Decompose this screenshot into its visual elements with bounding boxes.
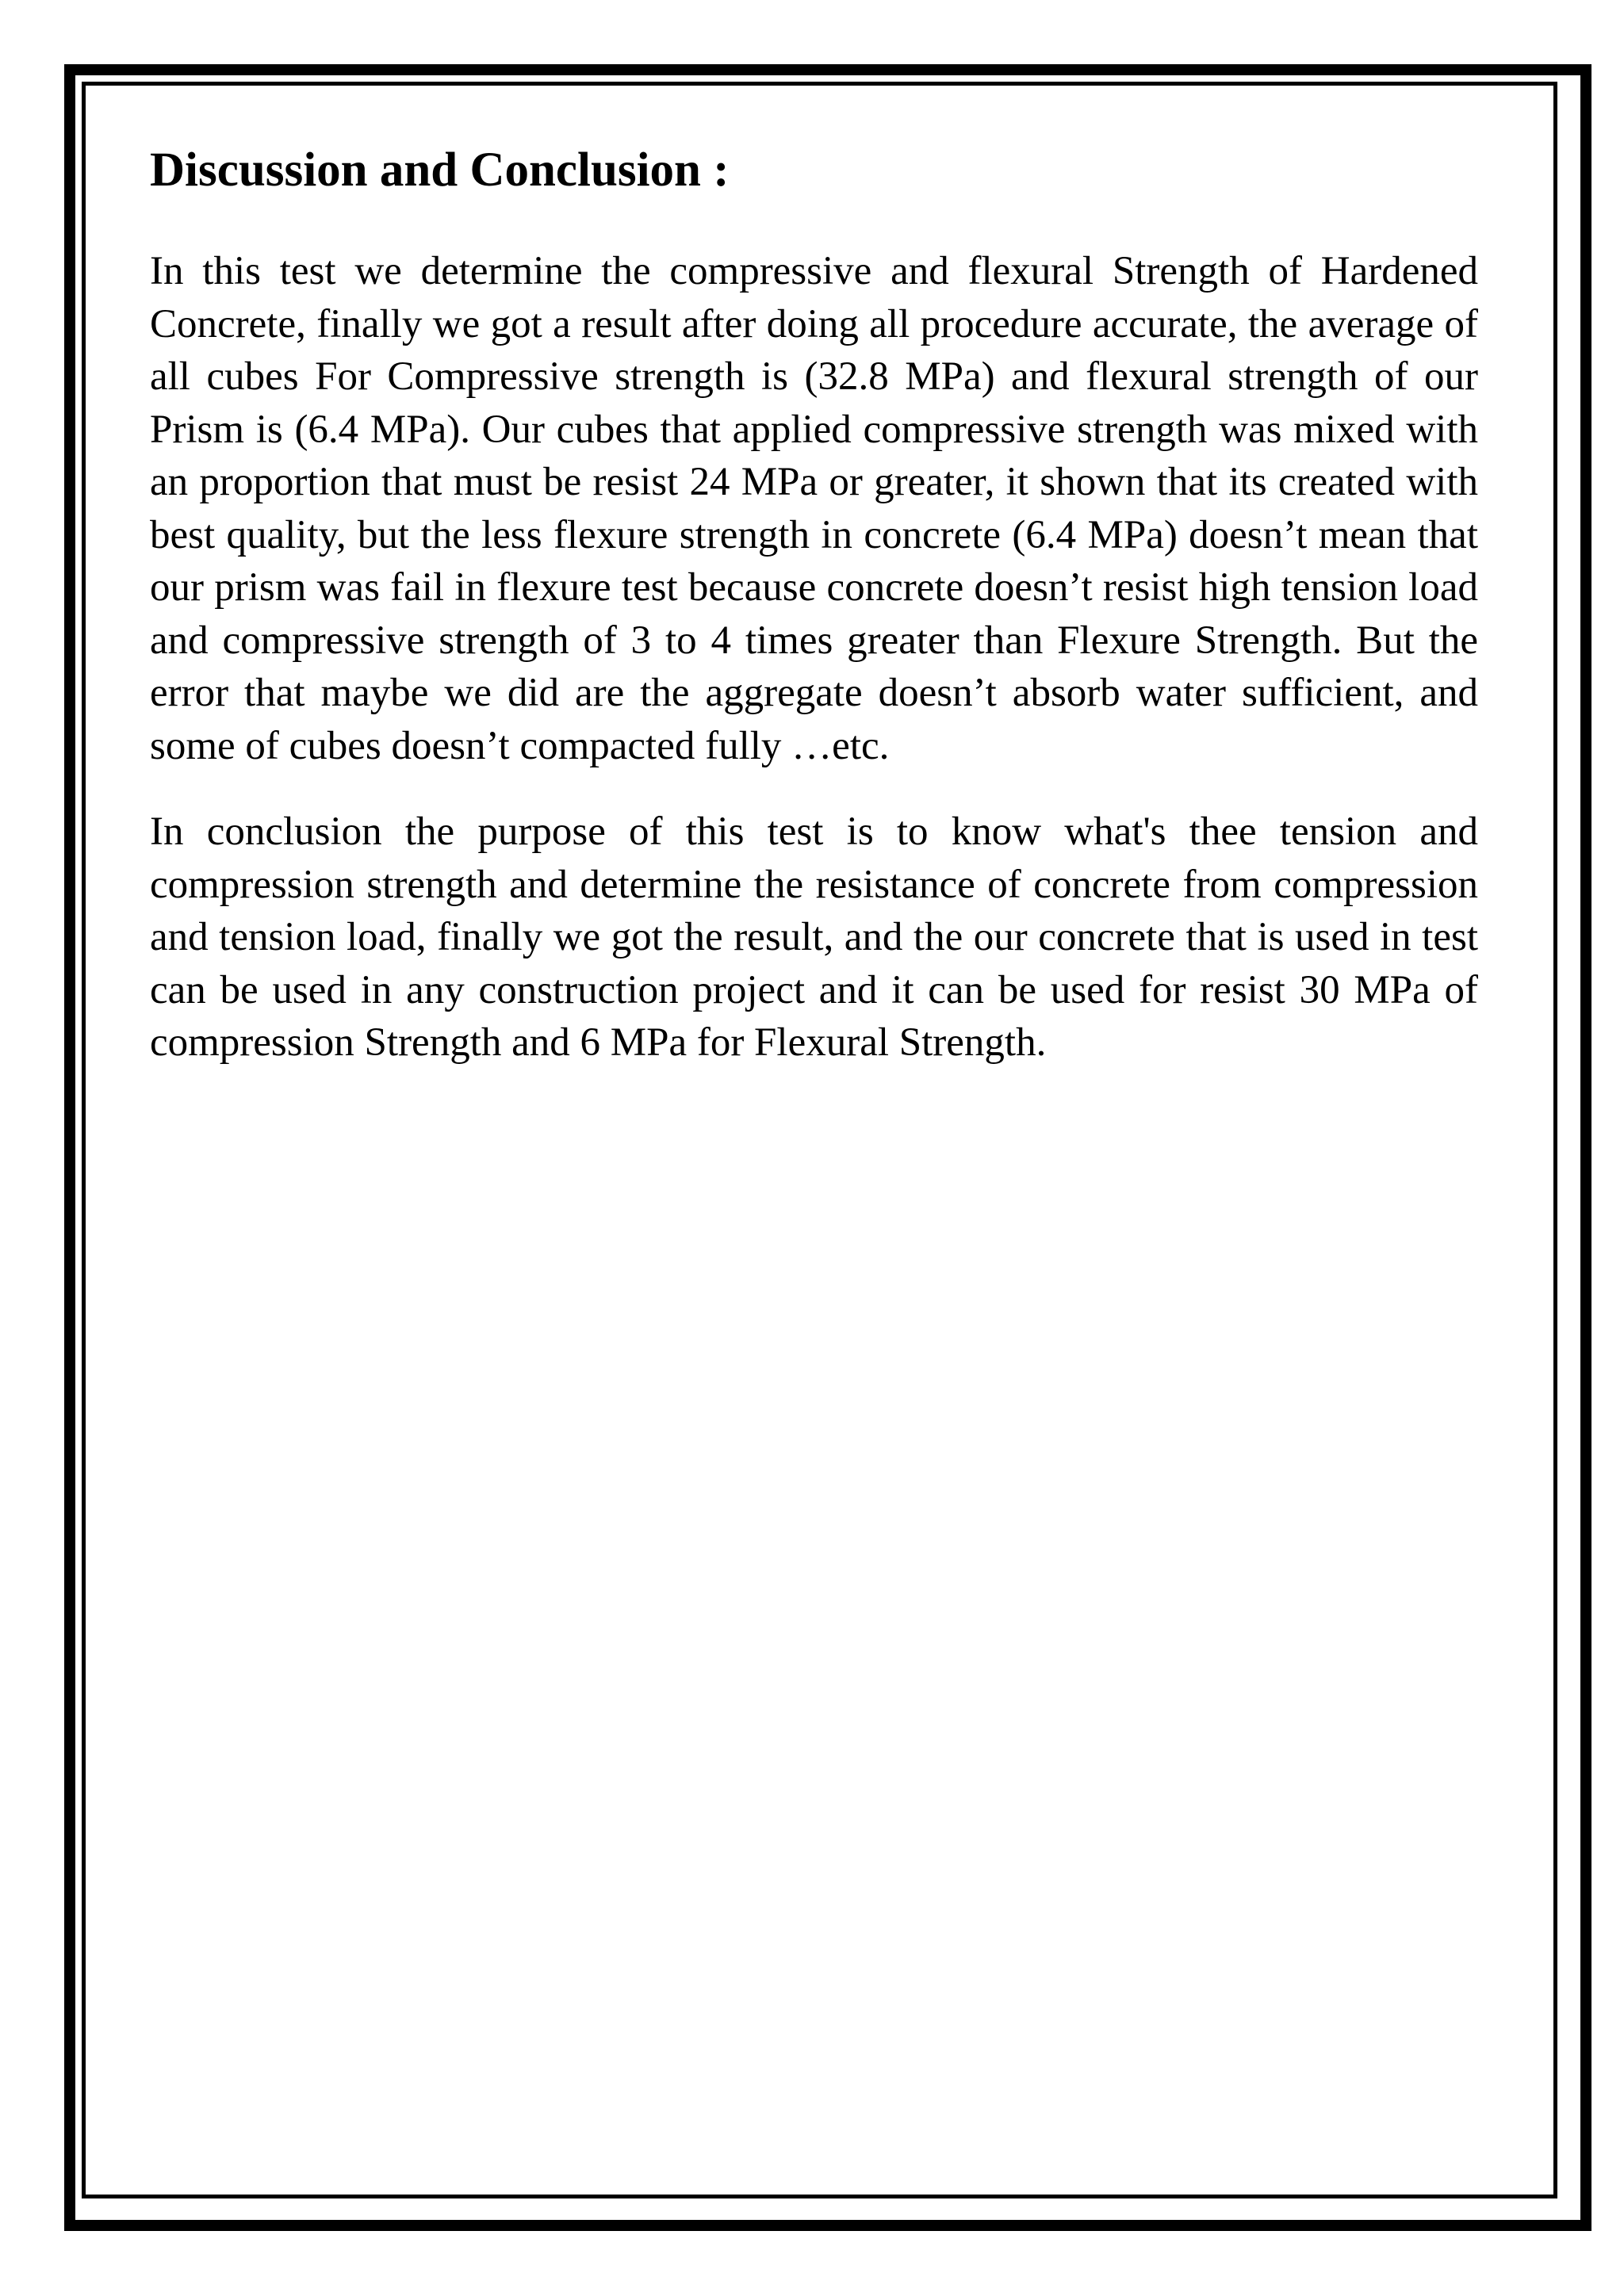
conclusion-paragraph: In conclusion the purpose of this test is to know what's thee tension and compression strength and determine the resistance of concrete from compression and tension load, finally we got the result, and the our concrete that is used in test can be used in any construction project and it can be used for resist 30 MPa of compression Strength and 6 MPa for Flexural Strength. [150,809,1478,1066]
document-body [150,141,1478,1070]
section-heading: Discussion and Conclusion : [150,144,730,197]
discussion-paragraph: In this test we determine the compressive and flexural Strength of Hardened Concrete, finally we got a result after doing all procedure accurate, the average of all cubes For Compressive strength is (32.8 MPa) and flexural strength of our Prism is (6.4 MPa). Our cubes that applied compressive strength was mixed with an proportion that must be resist 24 MPa or greater, it shown that its created with best quality, but the less flexure strength in concrete (6.4 MPa) doesn’t mean that our prism was fail in flexure test because concrete doesn’t resist high tension load and compressive strength of 3 to 4 times greater than Flexure Strength. But the error that maybe we did are the aggregate doesn’t absorb water sufficient, and some of cubes doesn’t compacted fully …etc. [150,249,1478,768]
